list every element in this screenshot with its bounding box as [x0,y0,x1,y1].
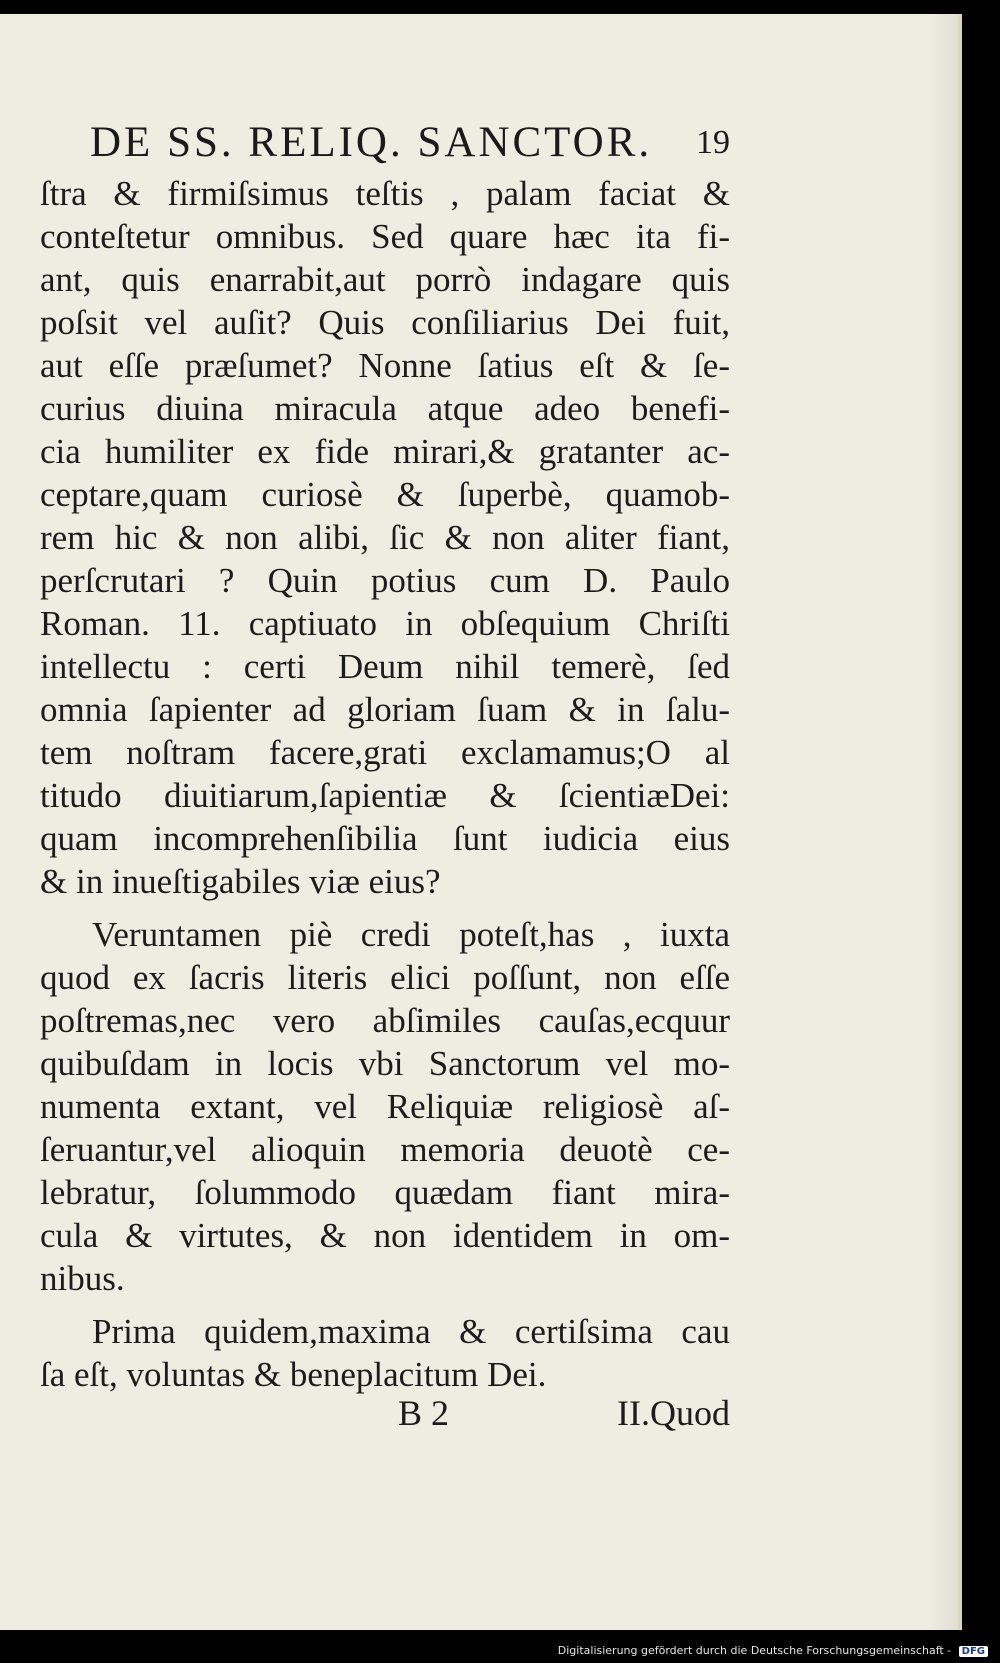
text-line: ſtra & firmiſsimus teſtis , palam faciat & [40,174,730,213]
paragraph-gap [40,903,730,913]
text-line: Roman. 11. captiuato in obſequium Chriſti [40,604,730,643]
text-line: rem hic & non alibi, ſic & non aliter fiant, [40,518,730,557]
text-line: perſcrutari ? Quin potius cum D. Paulo [40,561,730,600]
text-line: titudo diuitiarum,ſapientiæ & ſcientiæDei: [40,776,730,815]
text-line: lebratur, ſolummodo quædam fiant mira- [40,1173,730,1212]
text-line: Veruntamen piè credi poteſt,has , iuxta [92,915,730,954]
text-line: quod ex ſacris literis elici poſſunt, non eſſe [40,958,730,997]
book-page [0,14,962,1630]
text-line: poſtremas,nec vero abſimiles cauſas,ecquur [40,1001,730,1040]
text-line: numenta extant, vel Reliquiæ religiosè aſ- [40,1087,730,1126]
text-line: ceptare,quam curiosè & ſuperbè, quamob- [40,475,730,514]
text-line: ant, quis enarrabit,aut porrò indagare quis [40,260,730,299]
paragraph-gap [40,1300,730,1310]
running-head [90,118,730,168]
digitization-credit [558,1644,988,1657]
text-line: curius diuina miracula atque adeo benefi- [40,389,730,428]
text-line: tem noſtram facere,grati exclamamus;O al [40,733,730,772]
text-line: ſeruantur,vel alioquin memoria deuotè ce- [40,1130,730,1169]
text-line: quibuſdam in locis vbi Sanctorum vel mo- [40,1044,730,1083]
text-line: quam incomprehenſibilia ſunt iudicia eius [40,819,730,858]
text-line: cia humiliter ex fide mirari,& gratanter ac- [40,432,730,471]
text-line: cula & virtutes, & non identidem in om- [40,1216,730,1255]
text-line: Prima quidem,maxima & certiſsima cau [92,1312,730,1351]
text-line: nibus. [40,1259,125,1298]
credit-text: Digitalisierung gefördert durch die Deutsche Forschungsgemeinschaft - [557,1644,952,1657]
text-line: conteſtetur omnibus. Sed quare hæc ita fi- [40,217,730,256]
page-footer [40,1392,730,1440]
body-text [40,172,730,1396]
text-line: & in inueſtigabiles viæ eius? [40,862,441,901]
text-line: ſa eſt, voluntas & beneplacitum Dei. [40,1355,547,1394]
dfg-logo: DFG [959,1646,988,1657]
running-head-title: DE SS. RELIQ. SANCTOR. [90,119,653,166]
catchword: II.Quod [617,1393,730,1433]
signature-mark: B 2 [398,1393,450,1433]
text-line: poſsit vel auſit? Quis conſiliarius Dei fuit, [40,303,730,342]
text-line: intellectu : certi Deum nihil temerè, ſed [40,647,730,686]
page-number: 19 [696,124,730,161]
text-line: aut eſſe præſumet? Nonne ſatius eſt & ſe- [40,346,730,385]
text-line: omnia ſapienter ad gloriam ſuam & in ſalu- [40,690,730,729]
